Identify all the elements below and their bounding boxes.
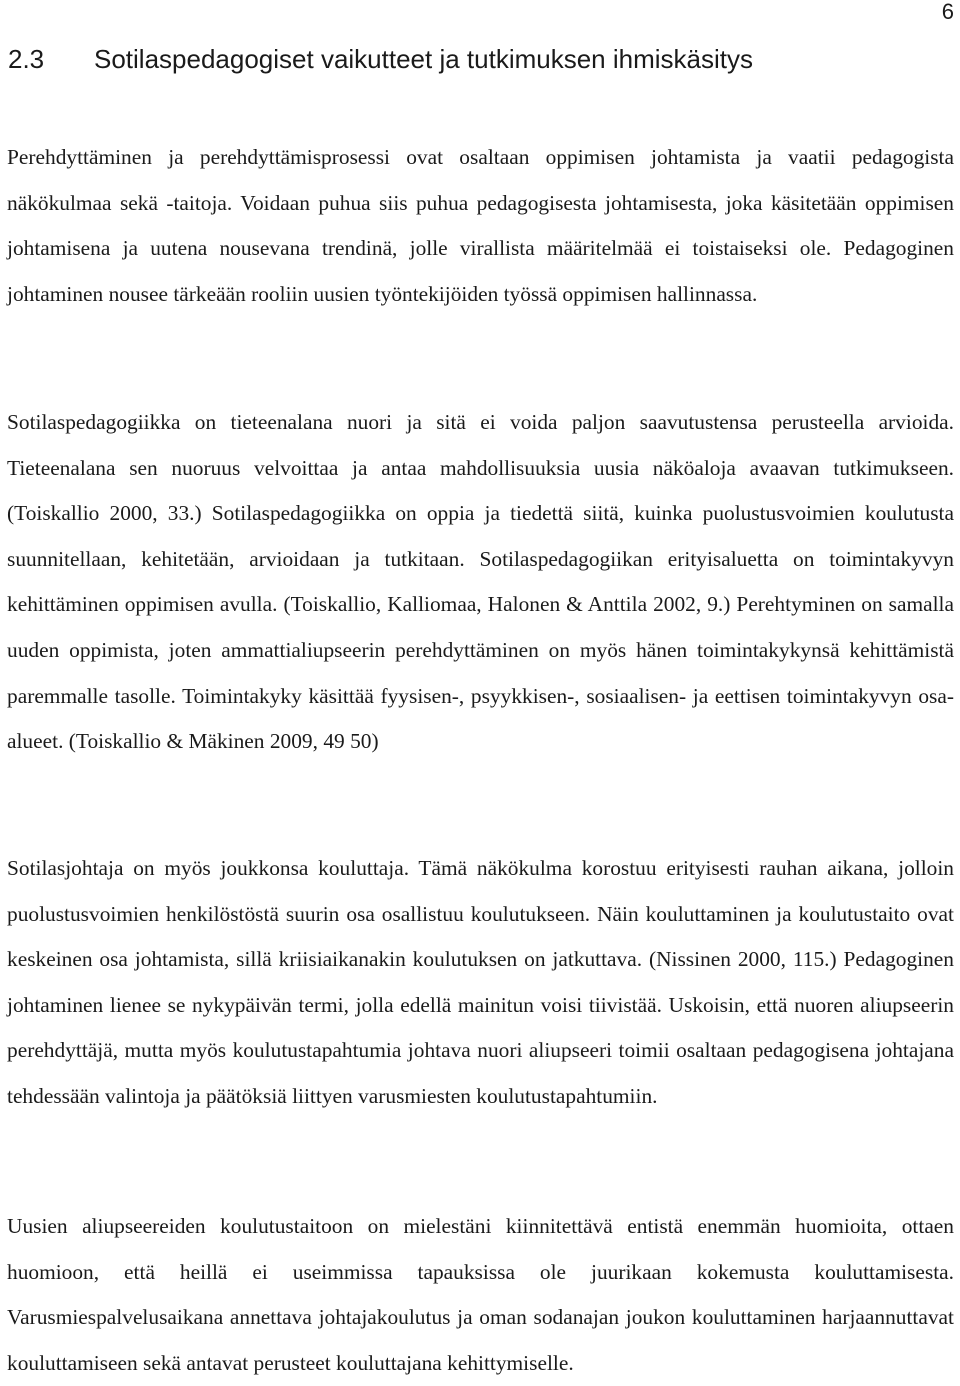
paragraph-sotilaspedagogiikka: Sotilaspedagogiikka on tieteenalana nuori ja sitä ei voida paljon saavutustensa perusteella arvioida. Tieteenalana sen nuoruus velvoittaa ja antaa mahdollisuuksia uusia näköaloja avaavan tutkimukseen. (Toiskallio 2000, 33.) Sotilaspedagogiikka on oppia ja tiedettä siitä, kuinka puolustusvoimien koulutusta suunnitellaan, kehitetään, arvioidaan ja tutkitaan. Sotilaspedagogiikan erityisaluetta on toimintakyvyn kehittäminen oppimisen avulla. (Toiskallio, Kalliomaa, Halonen & Anttila 2002, 9.) Perehtyminen on samalla uuden oppimista, joten ammattialiupseerin perehdyttäminen on myös hänen toimintakykynsä kehittämistä paremmalle tasolle. Toimintakyky käsittää fyysisen-, psyykkisen-, sosiaalisen- ja eettisen toimintakyvyn osaalueet. (Toiskallio & Mäkinen 2009, 49 50) bbox=[7, 410, 954, 754]
paragraph-perehdyttaminen: Perehdyttäminen ja perehdyttämisprosessi ovat osaltaan oppimisen johtamista ja vaatii pedagogista näkökulmaa sekä -taitoja. Voidaan puhua siis puhua pedagogisesta johtamisesta, joka käsitetään oppimisen johtamisena ja uutena nousevana trendinä, jolle virallista määritelmää ei toistaiseksi ole. Pedagoginen johtaminen nousee tärkeään rooliin uusien työntekijöiden työssä oppimisen hallinnassa. bbox=[7, 145, 954, 306]
section-number: 2.3 bbox=[8, 44, 45, 74]
section-heading bbox=[8, 42, 753, 76]
page-number: 6 bbox=[941, 0, 954, 24]
paragraph-aliupseerit: Uusien aliupseereiden koulutustaitoon on mielestäni kiinnitettävä entistä enemmän huomioita, ottaen huomioon, että heillä ei useimmissa tapauksissa ole juurikaan kokemusta kouluttamisesta. Varusmiespalvelusaikana annettava johtajakoulutus ja oman sodanajan joukon kouluttaminen harjaannuttavat kouluttamiseen sekä antavat perusteet kouluttajana kehittymiselle. bbox=[7, 1214, 954, 1375]
paragraph-sotilasjohtaja: Sotilasjohtaja on myös joukkonsa kouluttaja. Tämä näkökulma korostuu erityisesti rauhan aikana, jolloin puolustusvoimien henkilöstöstä suurin osa osallistuu koulutukseen. Näin kouluttaminen ja koulutustaito ovat keskeinen osa johtamista, sillä kriisiaikanakin koulutuksen on jatkuttava. (Nissinen 2000, 115.) Pedagoginen johtaminen lienee se nykypäivän termi, jolla edellä mainitun voisi tiivistää. Uskoisin, että nuoren aliupseerin perehdyttäjä, mutta myös koulutustapahtumia johtava nuori aliupseeri toimii osaltaan pedagogisena johtajana tehdessään valintoja ja päätöksiä liittyen varusmiesten koulutustapahtumiin. bbox=[7, 856, 954, 1108]
section-title: Sotilaspedagogiset vaikutteet ja tutkimuksen ihmiskäsitys bbox=[94, 44, 753, 74]
